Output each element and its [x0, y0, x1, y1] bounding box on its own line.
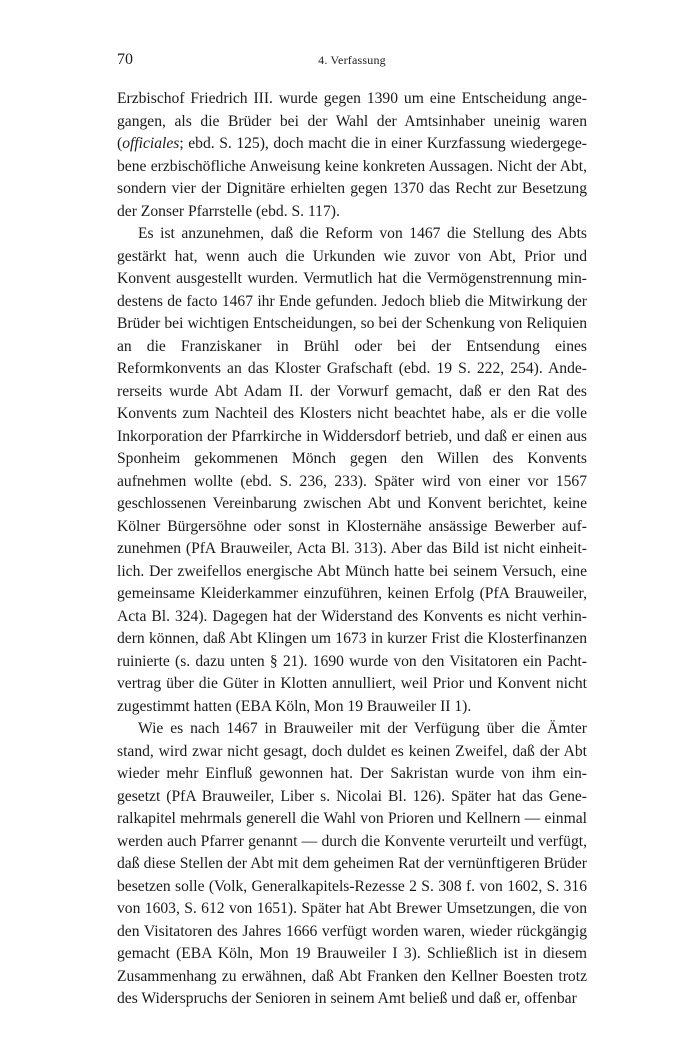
italic-term: officiales — [122, 135, 180, 152]
page-number: 70 — [117, 51, 133, 68]
text-span: Es ist anzunehmen, daß die Reform von 1467 die Stellung des Abts gestärkt hat, wenn auch die Urkunden wie zuvor von Abt, Prior und Konvent ausgestellt wurden. Vermutlich hat die Vermögenstrennung mindestens de facto 1467 ihr Ende gefunden. Jedoch blieb die Mitwirkung der Brüder bei wichtigen Entscheidungen, so bei der Schenkung von Reliquien an die Franziskaner in Brühl oder bei der Entsendung eines Reformkonvents an das Kloster Grafschaft (ebd. 19 S. 222, 254). Andererseits wurde Abt Adam II. der Vorwurf gemacht, daß er den Rat des Konvents zum Nachteil des Klosters nicht beachtet habe, als er die volle Inkorporation der Pfarrkirche in Widdersdorf betrieb, und daß er einen aus Sponheim gekommenen Mönch gegen den Willen des Konvents aufnehmen wollte (ebd. S. 236, 233). Später wird von einer vor 1567 geschlossenen Vereinbarung zwischen Abt und Konvent berichtet, keine Kölner Bürgersöhne oder sonst in Klosternähe ansässige Bewerber aufzunehmen (PfA Brauweiler, Acta Bl. 313). Aber das Bild ist nicht einheitlich. Der zweifellos energische Abt Münch hatte bei seinem Versuch, eine gemeinsame Kleiderkammer einzuführen, keinen Erfolg (PfA Brauweiler, Acta Bl. 324). Dagegen hat der Widerstand des Konvents es nicht verhindern können, daß Abt Klingen um 1673 in kurzer Frist die Klosterfinanzen ruinierte (s. dazu unten § 21). 1690 wurde von den Visitatoren ein Pachtvertrag über die Güter in Klotten annulliert, weil Prior und Konvent nicht zugestimmt hatten (EBA Köln, Mon 19 Brauweiler II 1). — [117, 225, 587, 715]
text-span: Wie es nach 1467 in Brauweiler mit der Verfügung über die Ämter stand, wird zwar nicht gesagt, doch duldet es keinen Zweifel, daß der Abt wieder mehr Einfluß gewonnen hat. Der Sakristan wurde von ihm eingesetzt (PfA Brauweiler, Liber s. Nicolai Bl. 126). Später hat das Generalkapitel mehrmals generell die Wahl von Prioren und Kellnern — einmal werden auch Pfarrer genannt — durch die Konvente verurteilt und verfügt, daß diese Stellen der Abt mit dem geheimen Rat der vernünftigeren Brüder besetzen solle (Volk, Generalkapitels-Rezesse 2 S. 308 f. von 1602, S. 316 von 1603, S. 612 von 1651). Später hat Abt Brewer Umsetzungen, die von den Visitatoren des Jahres 1666 verfügt worden waren, wieder rückgängig gemacht (EBA Köln, Mon 19 Brauweiler I 3). Schließlich ist in diesem Zusammenhang zu erwähnen, daß Abt Franken den Kellner Boesten trotz des Widerspruchs der Senioren in seinem Amt beließ und daß er, offenbar — [117, 720, 587, 1007]
paragraph-3 — [117, 718, 587, 1011]
section-title: 4. Verfassung — [318, 53, 386, 67]
running-head — [117, 50, 587, 72]
paragraph-2 — [117, 223, 587, 718]
text-span: Erzbischof Friedrich III. wurde gegen 1390 um eine Entscheidung angegangen, als die Brüder bei der Wahl der Amtsinhaber uneinig waren ( — [117, 90, 587, 152]
body-text — [117, 88, 587, 1011]
text-span: ; ebd. S. 125), doch macht die in einer Kurzfassung wiedergegebene erzbischöfliche Anweisung keine konkreten Aussagen. Nicht der Abt, sondern vier der Dignitäre erhielten gegen 1370 das Recht zur Besetzung der Zonser Pfarrstelle (ebd. S. 117). — [117, 135, 587, 220]
paragraph-1 — [117, 88, 587, 223]
